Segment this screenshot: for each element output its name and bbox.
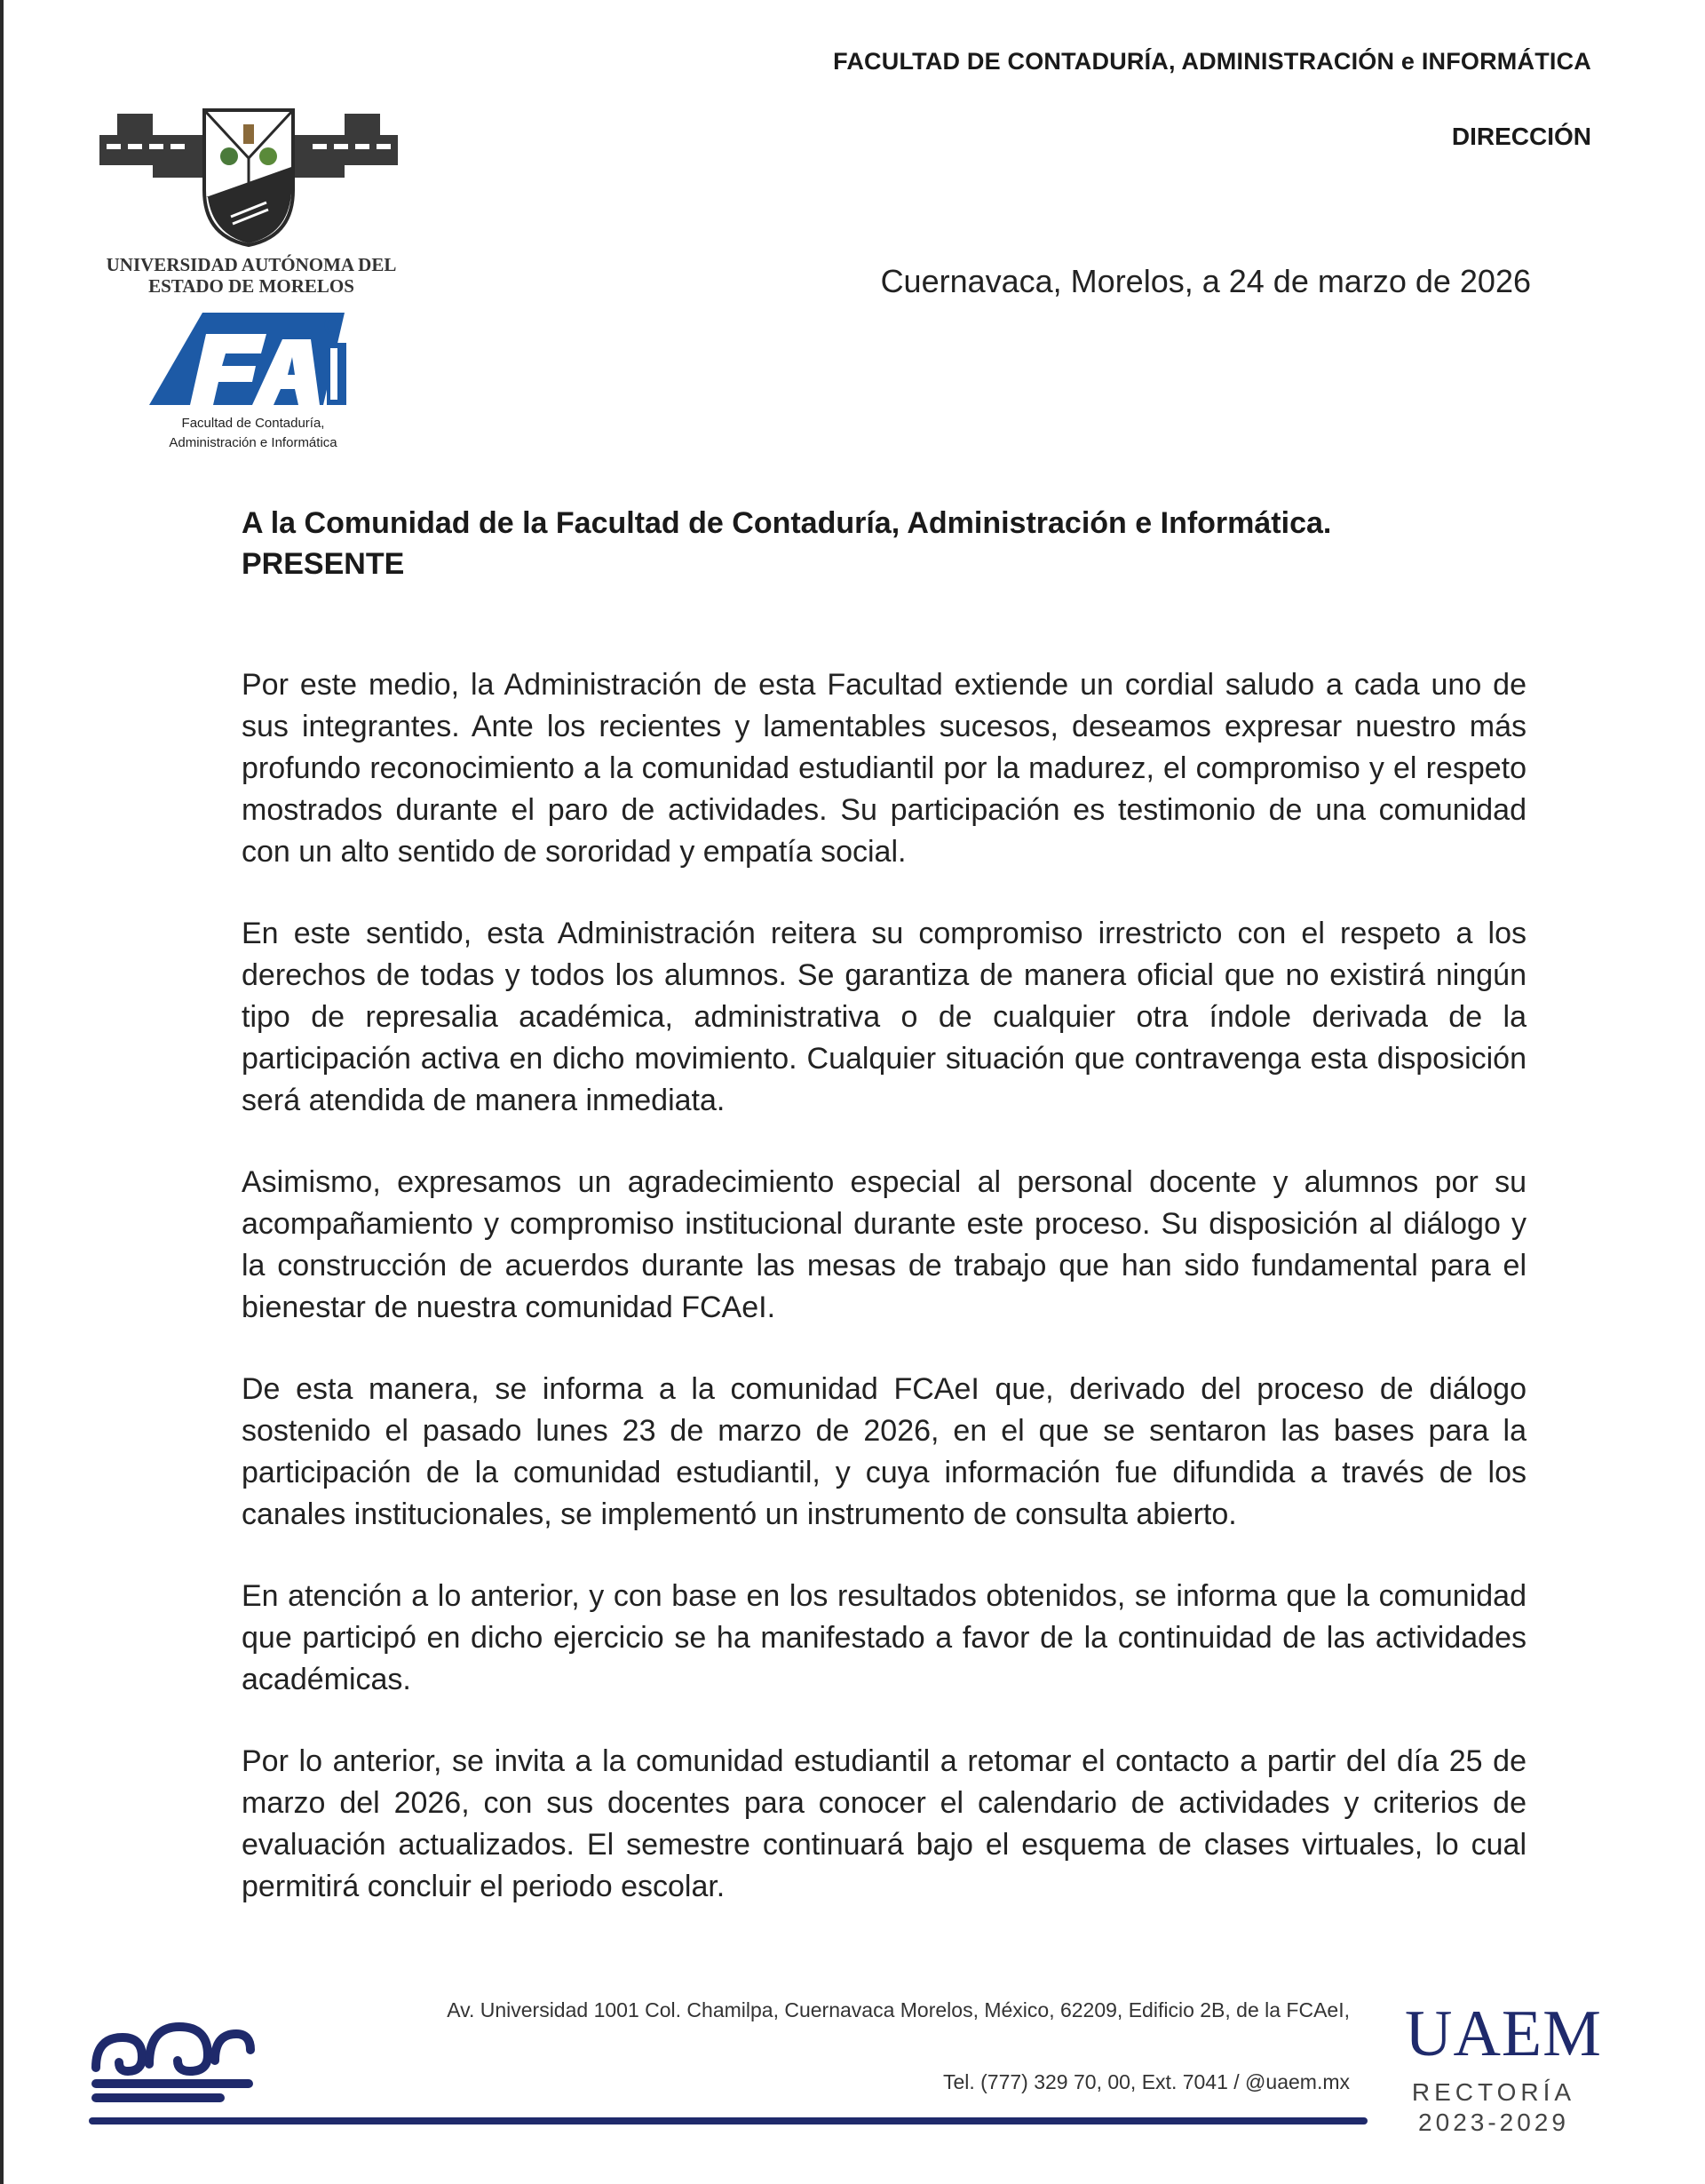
fcaei-caption-line1: Facultad de Contaduría, [181, 416, 325, 431]
uaem-wordmark: UAEM [1405, 1997, 1602, 2070]
paragraph-5: En atención a lo anterior, y con base en los resultados obtenidos, se informa que la comunidad que participó en dicho ejercicio se ha manifestado a favor de la continuidad de las actividades académicas. [242, 1579, 1527, 1696]
fcaei-caption-line2: Administración e Informática [169, 435, 337, 450]
addressee-line: A la Comunidad de la Facultad de Contaduría, Administración e Informática. [242, 506, 1332, 540]
svg-text:e: e [323, 307, 342, 341]
university-name-line1: UNIVERSIDAD AUTÓNOMA DEL [106, 254, 397, 275]
uaem-seal-logo [99, 105, 398, 247]
paragraph-3: Asimismo, expresamos un agradecimiento especial al personal docente y alumnos por su acompañamiento y compromiso institucional durante este proceso. Su disposición al diálogo y la construcción de acuerdos durante las mesas de trabajo que han sido fundamental para el bienestar de nuestra comunidad FCAeI. [242, 1165, 1527, 1324]
footer-wave-emblem [87, 2005, 256, 2112]
salutation [242, 503, 1503, 584]
footer-phone: Tel. (777) 329 70, 00, Ext. 7041 / @uaem.mx [942, 2070, 1350, 2093]
fcaei-logo [149, 307, 355, 410]
date-line: Cuernavaca, Morelos, a 24 de marzo de 2026 [880, 263, 1531, 299]
footer-divider-bar [89, 2117, 1368, 2124]
footer-address: Av. Universidad 1001 Col. Chamilpa, Cuernavaca Morelos, México, 62209, Edificio 2B, de la FCAeI, [447, 1998, 1350, 2021]
university-name-line2: ESTADO DE MORELOS [148, 275, 354, 297]
paragraph-4: De esta manera, se informa a la comunidad FCAeI que, derivado del proceso de diálogo sostenido el pasado lunes 23 de marzo de 2026, en el que se sentaron las bases para la participación de la comunidad estudiantil, y cuya información fue difundida a través de los canales institucionales, se implementó un instrumento de consulta abierto. [242, 1372, 1527, 1531]
department-label: DIRECCIÓN [1451, 123, 1591, 150]
faculty-title: FACULTAD DE CONTADURÍA, ADMINISTRACIÓN e INFORMÁTICA [833, 48, 1591, 75]
rectoria-years: 2023-2029 [1418, 2109, 1569, 2136]
rectoria-label: RECTORÍA [1411, 2078, 1576, 2106]
paragraph-6: Por lo anterior, se invita a la comunidad estudiantil a retomar el contacto a partir del día 25 de marzo del 2026, con sus docentes para conocer el calendario de actividades y criterios de evaluación actualizados. El semestre continuará bajo el esquema de clases virtuales, lo cual permitirá concluir el periodo escolar. [242, 1744, 1527, 1903]
letter-body [242, 664, 1527, 1948]
presente-line: PRESENTE [242, 547, 405, 581]
page-edge-line [0, 0, 4, 2184]
university-name [96, 254, 407, 297]
paragraph-2: En este sentido, esta Administración reitera su compromiso irrestricto con el respeto a los derechos de todas y todos los alumnos. Se garantiza de manera oficial que no existirá ningún tipo de represalia académica, administrativa o de cualquier otra índole derivada de la participación activa en dicho movimiento. Cualquier situación que contravenga esta disposición será atendida de manera inmediata. [242, 917, 1527, 1117]
paragraph-1: Por este medio, la Administración de esta Facultad extiende un cordial saludo a cada uno de sus integrantes. Ante los recientes y lamentables sucesos, deseamos expresar nuestro más profundo reconocimiento a la comunidad estudiantil por la madurez, el compromiso y el respeto mostrados durante el paro de actividades. Su participación es testimonio de una comunidad con un alto sentido de sororidad y empatía social. [242, 668, 1527, 869]
fcaei-caption [133, 414, 373, 453]
